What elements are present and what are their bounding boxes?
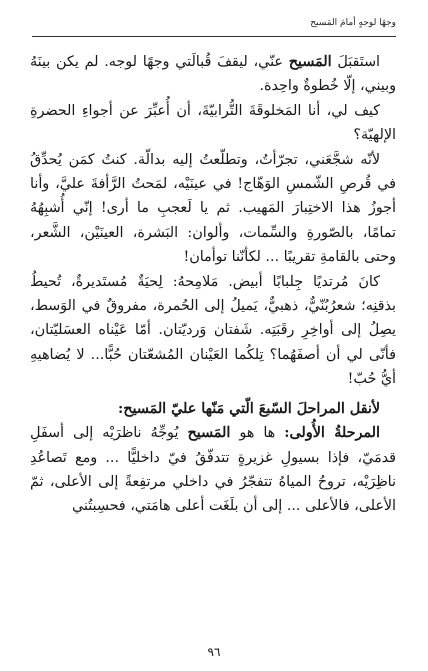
stage-one-paragraph: المرحلةُ الأُولى: ها هو المَسيح يُوجِّهُ ناظرَيْه إلى أسفَلِ قدمَيّ، فإذا بسيولِ غزيرةٍ تتدفّقُ فيّ داخليًّا ... ومع تَصاعُدِ ناظِرَيْه، تروحُ المياهُ تتفجّرُ في داخلي مرتفِعةً إلى الأعلى، ثمّ الأعلى، فالأعلى ... إلى أن بلَغَت أعلى هامَتي، فحسِبتُني xyxy=(30,425,396,515)
header-divider xyxy=(32,36,396,37)
running-header: وجهًا لوجهٍ أمامَ المَسيح xyxy=(310,18,396,28)
stage-label: المرحلةُ الأُولى: xyxy=(284,425,380,442)
paragraph-2: كيف لي، أنا المَخلوقَةَ التُّرابيّةَ، أن أُعبِّرَ عن أجواءِ الحضرةِ الإلهيّة؟ xyxy=(30,102,396,144)
bold-term: المَسيح xyxy=(187,425,231,442)
bold-term: المَسيح xyxy=(288,54,332,70)
body-text xyxy=(30,50,396,519)
section-heading: لأنقل المراحلَ السّبعَ الّتي مَنّها عليّ المَسيح: xyxy=(117,400,380,417)
paragraph-1: استَقبَلَ المَسيح عنّي، ليقفَ قُبالَتي وجهًا لوجه. لم يكن بينَهُ وبيني، إلّا خُطوةٌ واحِدة. xyxy=(30,54,396,95)
page-number: ٩٦ xyxy=(207,645,221,659)
paragraph-3: لأنّه شجَّعَني، تجرّأتُ، وتطلّعتُ إليه بدالّة. كنتُ كمَن يُحدِّقُ في قُرصِ الشّمسِ الوَهّاج! في عينَيْه، لمَحتُ الرَّأفةَ عليَّ، وأنا أجوزُ هذا الاختِبارَ المَهيب. ثم يا لَعجبِ ما أرى! إنّي أُشبِهُهُ تمامًا، بالصّورةِ والسِّمات، وألوان: البَشرة، العينَيْن، الشَّعر، وحتى بالقامةِ تقريبًا ... لكأنّنا توأمان! xyxy=(30,151,396,266)
paragraph-4: كانَ مُرتديًا جِلبابًا أبيض. مَلامِحهُ: لِحيَةٌ مُستَديرةٌ، تُحيطُ بذقنِه؛ شعرُبُنّيٌّ، ذهبيٌّ، يَميلُ إلى الحُمرة، مفروقٌ في الوَسط، يصِلُ إلى أواخِرِ رقَبَتِه. شَفتان وَرديّتان. أمّا عَيْناه العسَليّتان، فأنّى لي أن أصفَهُما؟ تِلكُما العَيْنان المُشعّتان حُبًّا... لا يُضاهيهِ أيُّ حُبّ! xyxy=(30,273,396,388)
